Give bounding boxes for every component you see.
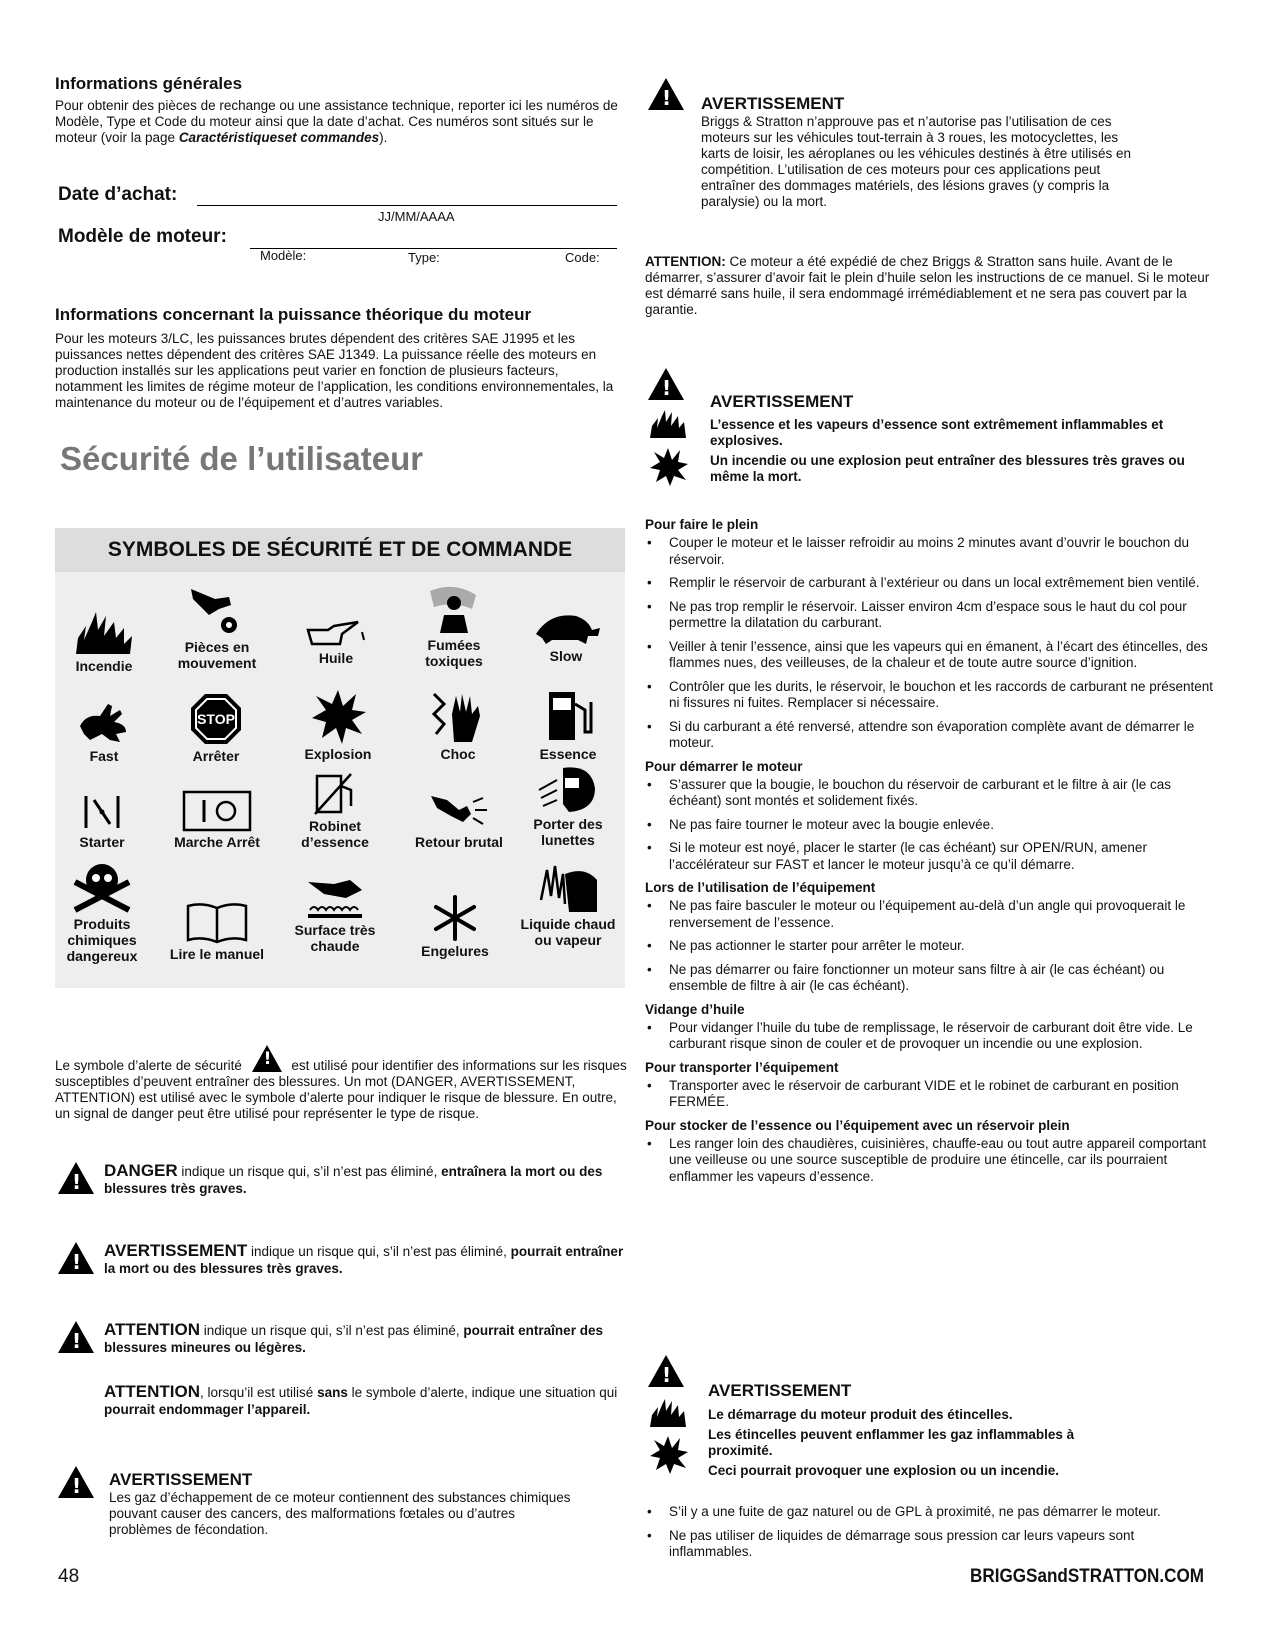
- symbol-label: Fumées toxiques: [425, 637, 483, 669]
- symbol-label: Slow: [549, 648, 583, 664]
- list-item: • Remplir le réservoir de carburant à l’extérieur ou dans un local extrêmement bien ventilé.: [645, 575, 1220, 592]
- symbol-fire: [49, 608, 159, 674]
- symbol-read-manual: [162, 900, 272, 962]
- symbol-stop: [161, 692, 271, 764]
- procedures: [645, 517, 1220, 1192]
- general-info-link: Caractéristiqueset commandes: [178, 130, 380, 145]
- symbol-toxic-fumes: [399, 585, 509, 669]
- warning2-alert-icon: [648, 368, 684, 400]
- skull-crossbones-icon: [71, 860, 133, 914]
- warning3-line3: Ceci pourrait provoquer une explosion ou un incendie.: [708, 1463, 1060, 1478]
- symbol-label: Marche Arrêt: [174, 834, 260, 850]
- symbol-chemicals: [47, 860, 157, 964]
- purchase-date-label: Date d’achat:: [58, 184, 178, 205]
- symbol-label: Huile: [318, 650, 354, 666]
- symbol-explosion: [283, 688, 393, 762]
- symbols-heading: SYMBOLES DE SÉCURITÉ ET DE COMMANDE: [55, 528, 625, 572]
- on-off-icon: [182, 790, 252, 832]
- warning3-line2: Les étincelles peuvent enflammer les gaz inflammables à proximité.: [708, 1427, 1075, 1458]
- stop-sign-text: STOP: [197, 711, 235, 727]
- alert-explanation: [55, 1045, 627, 1122]
- model-hint: Modèle:: [260, 248, 307, 263]
- power-info-body: Pour les moteurs 3/LC, les puissances brutes dépendent des critères SAE J1995 et les puissances nettes dépendent des critères SAE J1349. La puissance réelle des moteurs en production installés sur les applications peut varier en fonction de plusieurs facteurs, notamment les limites de régime moteur de l’application, les conditions environnementales, la maintenance du moteur ou de l’équipement et d’autres variables.: [55, 331, 614, 410]
- symbol-fuel: [513, 688, 623, 762]
- store-list: [645, 1136, 1220, 1186]
- snowflake-icon: [432, 895, 478, 941]
- symbol-moving-parts: [162, 585, 272, 671]
- attention-body: Ce moteur a été expédié de chez Briggs & Stratton sans huile. Avant de le démarrer, s’assurer d’avoir fait le plein d’huile selon les instructions de ce manuel. Si le moteur est démarré sans huile, il sera endommagé irrémédiablement et ne sera pas couvert par la garantie.: [645, 254, 1210, 317]
- danger-word: DANGER: [104, 1161, 178, 1180]
- warning-text: indique un risque qui, s’il n’est pas éliminé,: [247, 1244, 511, 1259]
- code-hint: Code:: [565, 250, 600, 265]
- hot-liquid-icon: [535, 860, 601, 914]
- notice-text-2: le symbole d’alerte, indique une situation qui: [347, 1385, 618, 1400]
- fire-icon: [648, 1397, 688, 1429]
- symbol-kickback: [404, 792, 514, 850]
- list-item: • S’il y a une fuite de gaz naturel ou de GPL à proximité, ne pas démarrer le moteur.: [645, 1504, 1220, 1521]
- symbol-label: Incendie: [75, 658, 133, 674]
- warning-alert-icon: [58, 1242, 94, 1274]
- notice-word: ATTENTION: [104, 1382, 201, 1401]
- caution-word: ATTENTION: [104, 1320, 201, 1339]
- alert-text-pre: Le symbole d’alerte de sécurité: [55, 1058, 242, 1073]
- symbol-slow: [511, 612, 621, 664]
- explosion-icon: [310, 688, 366, 744]
- list-item: • Ne pas utiliser de liquides de démarrage sous pression car leurs vapeurs sont inflammables.: [645, 1528, 1220, 1561]
- symbol-label: Porter des lunettes: [533, 816, 603, 848]
- rabbit-icon: [76, 700, 132, 746]
- symbol-label: Robinet d’essence: [301, 818, 369, 850]
- general-info-text-end: ).: [379, 130, 388, 145]
- warning1-title: AVERTISSEMENT: [701, 94, 845, 113]
- power-info-section: [55, 305, 627, 411]
- kickback-icon: [427, 792, 491, 832]
- purchase-date-line: [197, 191, 617, 206]
- notice-text-1: , lorsqu’il est utilisé: [200, 1385, 318, 1400]
- list-item: • Pour vidanger l’huile du tube de remplissage, le réservoir de carburant doit être vide. Le carburant risque sinon de couler et de provoquer un incendie ou une explosion.: [645, 1020, 1220, 1053]
- section-title: Sécurité de l’utilisateur: [60, 440, 424, 477]
- fill-section: [645, 517, 1220, 752]
- attention-note: [645, 254, 1215, 318]
- drain-section: [645, 1002, 1220, 1053]
- alert-text-post: est utilisé pour identifier des informations sur les risques susceptibles d’peuvent entraîner des blessures. Un mot (DANGER, AVERTISSEMENT, ATTENTION) est utilisé avec le symbole d’alerte pour indiquer le risque de blessure. En outre, un signal de danger peut être utilisé pour représenter le type de risque.: [55, 1058, 627, 1121]
- symbol-label: Produits chimiques dangereux: [66, 916, 138, 964]
- list-item: • Couper le moteur et le laisser refroidir au moins 2 minutes avant d’ouvrir le bouchon du réservoir.: [645, 535, 1220, 568]
- danger-bold: entraînera la mort ou des blessures très graves.: [104, 1164, 603, 1196]
- store-section: [645, 1118, 1220, 1186]
- warning2-title: AVERTISSEMENT: [710, 392, 854, 411]
- transport-section: [645, 1060, 1220, 1111]
- list-item: • Ne pas démarrer ou faire fonctionner un moteur sans filtre à air (le cas échéant) ou ensemble de filtre à air (le cas échéant).: [645, 962, 1220, 995]
- fill-title: Pour faire le plein: [645, 517, 759, 532]
- drain-title: Vidange d’huile: [645, 1001, 745, 1017]
- fill-list: [645, 535, 1220, 752]
- general-info-section: [55, 74, 625, 146]
- general-info-body: [55, 98, 625, 146]
- symbol-label: Starter: [79, 834, 125, 850]
- warning-word: AVERTISSEMENT: [104, 1241, 248, 1260]
- danger-alert-icon: [58, 1162, 94, 1194]
- list-item: • Si du carburant a été renversé, attendre son évaporation complète avant de démarrer le moteur.: [645, 719, 1220, 752]
- symbol-shock: [403, 690, 513, 762]
- moving-parts-icon: [189, 585, 245, 637]
- exhaust-warning-body: Les gaz d’échappement de ce moteur contiennent des substances chimiques pouvant causer des cancers, des malformations fœtales ou d’autres problèmes de fécondation.: [109, 1490, 571, 1537]
- warning3-title: AVERTISSEMENT: [708, 1381, 852, 1400]
- list-item: • Ne pas faire tourner le moteur avec la bougie enlevée.: [645, 817, 1220, 834]
- power-info-title: Informations concernant la puissance théorique du moteur: [55, 305, 532, 324]
- warning3-alert-icon: [648, 1355, 684, 1387]
- start-section: [645, 759, 1220, 874]
- page-number: 48: [58, 1566, 80, 1587]
- symbol-frostbite: [400, 895, 510, 959]
- start-title: Pour démarrer le moteur: [645, 758, 803, 774]
- purchase-date-hint: JJ/MM/AAAA: [378, 209, 455, 224]
- engine-model-label: Modèle de moteur:: [58, 226, 227, 247]
- drain-list: [645, 1020, 1220, 1053]
- notice-definition: [104, 1383, 624, 1418]
- hot-surface-icon: [304, 876, 366, 920]
- caution-definition: [104, 1321, 624, 1356]
- symbol-on-off: [162, 790, 272, 850]
- symbol-label: Explosion: [304, 746, 372, 762]
- general-info-text: Pour obtenir des pièces de rechange ou une assistance technique, reporter ici les numéros de Modèle, Type et Code du moteur ainsi que la date d’achat. Ces numéros sont situés sur le moteur (voir la page: [55, 98, 618, 145]
- symbol-label: Choc: [440, 746, 476, 762]
- symbol-hot-liquid: [513, 860, 623, 948]
- stop-sign-icon: [189, 692, 243, 746]
- use-title: Lors de l’utilisation de l’équipement: [645, 880, 876, 895]
- warning2-line1: L’essence et les vapeurs d’essence sont extrêmement inflammables et explosives.: [710, 417, 1164, 448]
- final-section: [645, 1504, 1220, 1568]
- book-icon: [184, 900, 250, 944]
- exhaust-warning: [109, 1470, 579, 1538]
- list-item: • Contrôler que les durits, le réservoir, le bouchon et les raccords de carburant ne présentent ni fissures ni fuites. Remplacer si nécessaire.: [645, 679, 1220, 712]
- start-list: [645, 777, 1220, 874]
- explosion-icon: [648, 1434, 688, 1474]
- symbol-oil: [281, 620, 391, 666]
- list-item: • Les ranger loin des chaudières, cuisinières, chauffe-eau ou tout autre appareil comportant une veilleuse ou une source susceptible de produire une étincelle, car ils pourraient enflammer les vapeurs d’essence.: [645, 1136, 1220, 1186]
- warning3-line1: Le démarrage du moteur produit des étincelles.: [708, 1407, 1013, 1422]
- oil-can-icon: [304, 620, 368, 648]
- symbol-fuel-valve: [280, 772, 390, 850]
- brand-footer: BRIGGSandSTRATTON.COM: [970, 1566, 1205, 1587]
- symbol-eye-protection: [513, 764, 623, 848]
- transport-title: Pour transporter l’équipement: [645, 1059, 839, 1075]
- warning-bold: pourrait entraîner la mort ou des blessures très graves.: [104, 1244, 624, 1276]
- alert-icon: [252, 1045, 282, 1072]
- warning1-body: Briggs & Stratton n’approuve pas et n’autorise pas l’utilisation de ces moteurs sur les véhicules tout-terrain à 3 roues, les motocyclettes, les karts de loisir, les aéroplanes ou les véhicules destinés à être utilisés en compétition. L’utilisation de ces moteurs pour ces applications peut entraîner des dommages matériels, des lésions graves (y compris la paralysie) ou la mort.: [701, 114, 1131, 209]
- warning1-alert-icon: [648, 78, 684, 110]
- exhaust-warning-title: AVERTISSEMENT: [109, 1470, 253, 1489]
- list-item: • Transporter avec le réservoir de carburant VIDE et le robinet de carburant en position FERMÉE.: [645, 1078, 1220, 1111]
- attention-label: ATTENTION:: [645, 254, 726, 269]
- symbol-label: Retour brutal: [415, 834, 503, 850]
- fire-icon: [648, 408, 688, 440]
- symbol-hot-surface: [280, 876, 390, 954]
- safety-goggles-icon: [535, 764, 601, 814]
- caution-bold: pourrait entraîner des blessures mineures ou légères.: [104, 1323, 603, 1355]
- store-title: Pour stocker de l’essence ou l’équipement avec un réservoir plein: [645, 1117, 1070, 1133]
- type-hint: Type:: [408, 250, 440, 265]
- engine-model-line: [250, 234, 617, 249]
- use-section: [645, 880, 1220, 995]
- toxic-fumes-icon: [426, 585, 482, 635]
- symbol-label: Essence: [539, 746, 597, 762]
- danger-text: indique un risque qui, s’il n’est pas éliminé,: [177, 1164, 442, 1179]
- list-item: • Veiller à tenir l’essence, ainsi que les vapeurs qui en émanent, à l’écart des étincelles, des flammes nues, des veilleuses, de la chaleur et de toute autre source d’ignition.: [645, 639, 1220, 672]
- exhaust-alert-icon: [58, 1466, 94, 1498]
- general-info-title: Informations générales: [55, 74, 243, 93]
- list-item: • Ne pas faire basculer le moteur ou l’équipement au-delà d’un angle qui provoquerait le renversement de l’essence.: [645, 898, 1220, 931]
- fire-icon: [72, 608, 136, 656]
- symbol-fast: [49, 700, 159, 764]
- symbol-choke: [47, 792, 157, 850]
- symbol-label: Pièces en mouvement: [177, 639, 257, 671]
- caution-text: indique un risque qui, s’il n’est pas éliminé,: [200, 1323, 464, 1338]
- final-list: [645, 1504, 1220, 1561]
- symbol-label: Lire le manuel: [169, 946, 265, 962]
- symbol-label: Fast: [89, 748, 119, 764]
- warning2-line2: Un incendie ou une explosion peut entraîner des blessures très graves ou même la mort.: [710, 453, 1185, 484]
- notice-bold-1: sans: [317, 1385, 348, 1400]
- warning1: [701, 94, 1151, 210]
- warning-definition: [104, 1242, 624, 1277]
- electric-shock-icon: [428, 690, 488, 744]
- notice-bold-2: pourrait endommager l’appareil.: [104, 1402, 311, 1417]
- fuel-pump-icon: [541, 688, 595, 744]
- caution-alert-icon: [58, 1321, 94, 1353]
- use-list: [645, 898, 1220, 995]
- fuel-valve-icon: [311, 772, 359, 816]
- symbol-label: Surface très chaude: [294, 922, 376, 954]
- explosion-icon: [648, 446, 688, 486]
- symbol-label: Liquide chaud ou vapeur: [520, 916, 616, 948]
- symbol-label: Arrêter: [192, 748, 240, 764]
- warning2: [710, 392, 1210, 485]
- list-item: • Ne pas trop remplir le réservoir. Laisser environ 4cm d’espace sous le haut du col pour permettre la dilatation du carburant.: [645, 599, 1220, 632]
- warning3: [708, 1381, 1128, 1479]
- transport-list: [645, 1078, 1220, 1111]
- choke-icon: [82, 792, 122, 832]
- symbol-label: Engelures: [421, 943, 489, 959]
- list-item: • Ne pas actionner le starter pour arrêter le moteur.: [645, 938, 1220, 955]
- danger-definition: [104, 1162, 624, 1197]
- list-item: • Si le moteur est noyé, placer le starter (le cas échéant) sur OPEN/RUN, amener l’accélérateur sur FAST et lancer le moteur jusqu’à ce qu’il démarre.: [645, 840, 1220, 873]
- turtle-icon: [530, 612, 602, 646]
- list-item: • S’assurer que la bougie, le bouchon du réservoir de carburant et le filtre à air (le cas échéant) sont montés et solidement fixés.: [645, 777, 1220, 810]
